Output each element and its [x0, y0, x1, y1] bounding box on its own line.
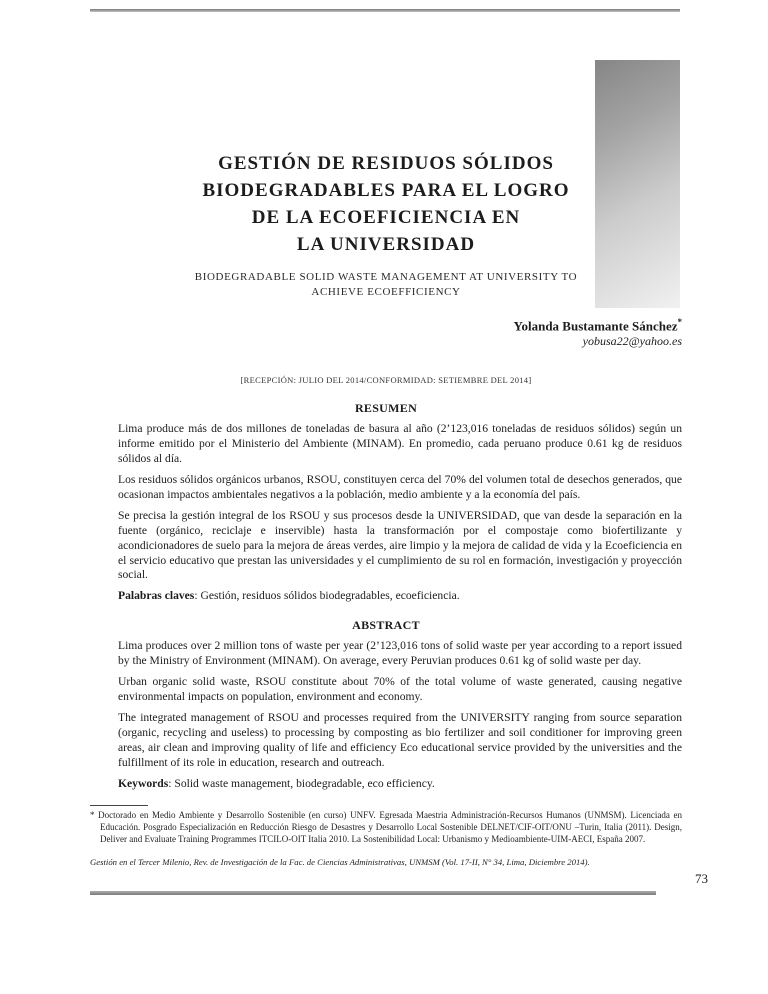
resumen-heading: RESUMEN — [354, 401, 418, 416]
page-number-row — [90, 870, 708, 888]
title-line: GESTIÓN DE RESIDUOS SÓLIDOS — [218, 153, 554, 174]
footnote-text — [90, 810, 682, 845]
reception-line: [RECEPCIÓN: JULIO DEL 2014/CONFORMIDAD: SETIEMBRE DEL 2014] — [240, 375, 532, 386]
footnote-mark: * — [90, 810, 95, 821]
title-line: LA UNIVERSIDAD — [296, 234, 476, 255]
abstract-keywords-text: : Solid waste management, biodegradable, eco efficiency. — [168, 776, 435, 790]
author-email: yobusa22@yahoo.es — [582, 334, 682, 349]
resumen-paragraph-3: Se precisa la gestión integral de los RSOU y sus procesos desde la UNIVERSIDAD, que van desde la separación en la fuente (orgánico, reciclaje e inservible) hasta la transformación por el compostaje como biofertilizante y acondicionadores de suelo para la mejora de áreas verdes, aire limpio y la mejora de calidad de vida y la Ecoeficiencia en el servicio educativo que prestan las universidades y el cumplimiento de su rol en formación, investigación y proyección social. — [118, 508, 682, 582]
abstract-keywords-line — [118, 777, 682, 792]
resumen-keywords-line — [118, 589, 682, 604]
resumen-paragraph-2: Los residuos sólidos orgánicos urbanos, RSOU, constituyen cerca del 70% del volumen total de desechos generados, que ocasionan impactos ambientales negativos a la población, medio ambiente y a la economía del país. — [118, 473, 682, 501]
author-footnote-mark: * — [677, 317, 682, 327]
subtitle-line: ACHIEVE ECOEFFICIENCY — [311, 286, 461, 298]
abstract-heading: ABSTRACT — [352, 618, 420, 633]
author-name-text: Yolanda Bustamante Sánchez — [513, 318, 678, 334]
resumen-paragraph-1: Lima produce más de dos millones de toneladas de basura al año (2’123,016 toneladas de residuos sólidos) según un informe emitido por el Ministerio del Ambiente (MINAM). En promedio, cada peruano produce 0.61 kg de residuos sólidos al día. — [118, 422, 682, 466]
journal-footer-line: Gestión en el Tercer Milenio, Rev. de Investigación de la Fac. de Ciencias Administrativas, UNMSM (Vol. 17-II, N° 34, Lima, Diciembre 2014). — [90, 857, 590, 868]
footnote-rule — [90, 805, 148, 806]
abstract-keywords-label: Keywords — [118, 776, 169, 790]
resumen-keywords-text: : Gestión, residuos sólidos biodegradables, ecoeficiencia. — [194, 589, 460, 603]
article-content — [90, 0, 708, 895]
footnote-body: Doctorado en Medio Ambiente y Desarrollo Sostenible (en curso) UNFV. Egresada Maestria Administración-Recursos Humanos (UNMSM). Licenciada en Educación. Posgrado Especialización en Reducción Riesgo de Desastres y Desarrollo Local Sostenible DELNET/CIF-OIT/ONU –Turin, Italia (2011). Design, Deliver and Evaluate Training Programmes ITCILO-OIT Italia 2010. La Sostenibilidad Local: Urbanismo y Medioambiente-UIM-AECI, España 2007. — [98, 810, 682, 844]
abstract-paragraph-3: The integrated management of RSOU and processes required from the UNIVERSITY ranging from source separation (organic, recycling and useless) to processing by composting as bio fertilizer and soil conditioner for improving green areas, air clean and improving quality of life and efficiency Eco educational service provided by the universities and the fulfillment of its role in education, research and outreach. — [118, 710, 682, 769]
bottom-rule — [90, 891, 656, 895]
author-block — [90, 314, 682, 349]
title-line: DE LA ECOEFICIENCIA EN — [251, 207, 521, 228]
page-number: 73 — [695, 871, 708, 887]
resumen-keywords-label: Palabras claves — [118, 589, 195, 603]
subtitle-line: BIODEGRADABLE SOLID WASTE MANAGEMENT AT UNIVERSITY TO — [194, 271, 578, 283]
article-subtitle — [90, 270, 682, 300]
title-line: BIODEGRADABLES PARA EL LOGRO — [202, 180, 570, 201]
abstract-paragraph-2: Urban organic solid waste, RSOU constitute about 70% of the total volume of waste generated, causing negative environmental impacts on population, environment and economy. — [118, 675, 682, 704]
article-title — [90, 150, 682, 258]
author-name — [90, 314, 682, 334]
abstract-paragraph-1: Lima produces over 2 million tons of waste per year (2’123,016 tons of solid waste per year according to a report issued by the Ministry of Environment (MINAM). On average, every Peruvian produces 0.61 kg of solid waste per day. — [118, 639, 682, 668]
